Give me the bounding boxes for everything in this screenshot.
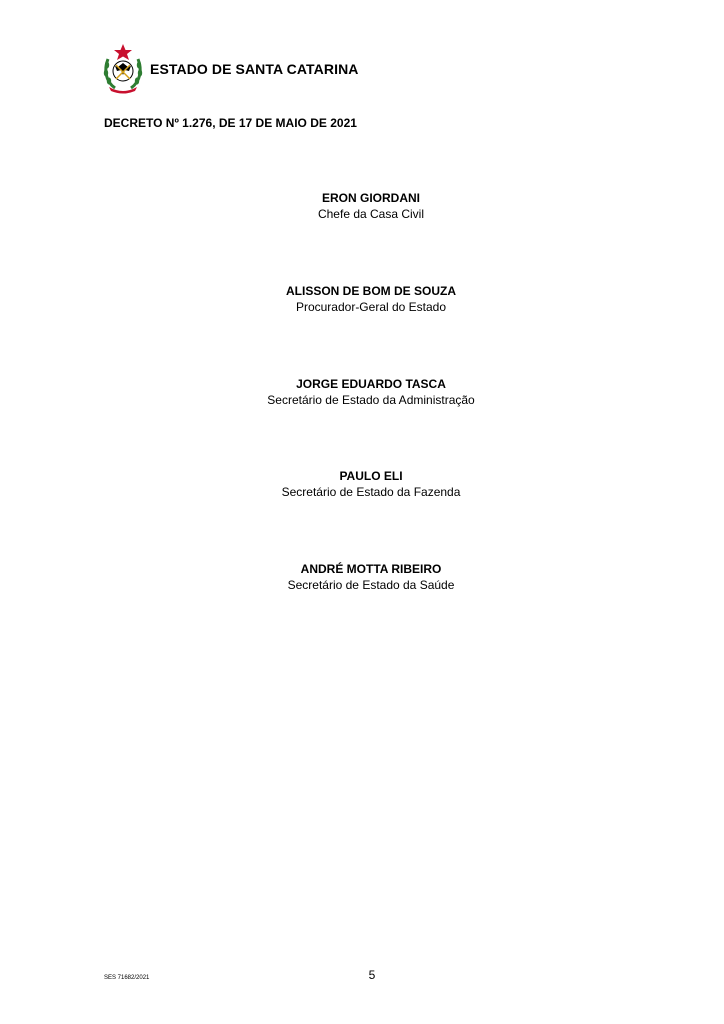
signature-block	[221, 283, 521, 315]
state-name: ESTADO DE SANTA CATARINA	[150, 61, 359, 77]
signatory-role: Secretário de Estado da Administração	[267, 393, 475, 407]
signatory-role: Secretário de Estado da Saúde	[287, 578, 455, 592]
coat-of-arms-icon	[103, 43, 143, 95]
signature-block	[221, 190, 521, 222]
decree-title: DECRETO Nº 1.276, DE 17 DE MAIO DE 2021	[104, 116, 357, 130]
signatory-name: ALISSON DE BOM DE SOUZA	[285, 284, 456, 298]
signatory-name: PAULO ELI	[339, 469, 403, 483]
document-reference: SES 71682/2021	[104, 975, 150, 981]
signature-block	[221, 561, 521, 593]
signatory-role: Chefe da Casa Civil	[317, 207, 425, 221]
signature-block	[221, 468, 521, 500]
page-number: 5	[368, 968, 376, 982]
signatory-name: ERON GIORDANI	[321, 191, 420, 205]
signatory-role: Procurador-Geral do Estado	[295, 300, 447, 314]
signature-block	[221, 376, 521, 408]
signatory-name: JORGE EDUARDO TASCA	[296, 377, 446, 391]
signatory-role: Secretário de Estado da Fazenda	[281, 485, 461, 499]
signatory-name: ANDRÉ MOTTA RIBEIRO	[300, 562, 442, 576]
